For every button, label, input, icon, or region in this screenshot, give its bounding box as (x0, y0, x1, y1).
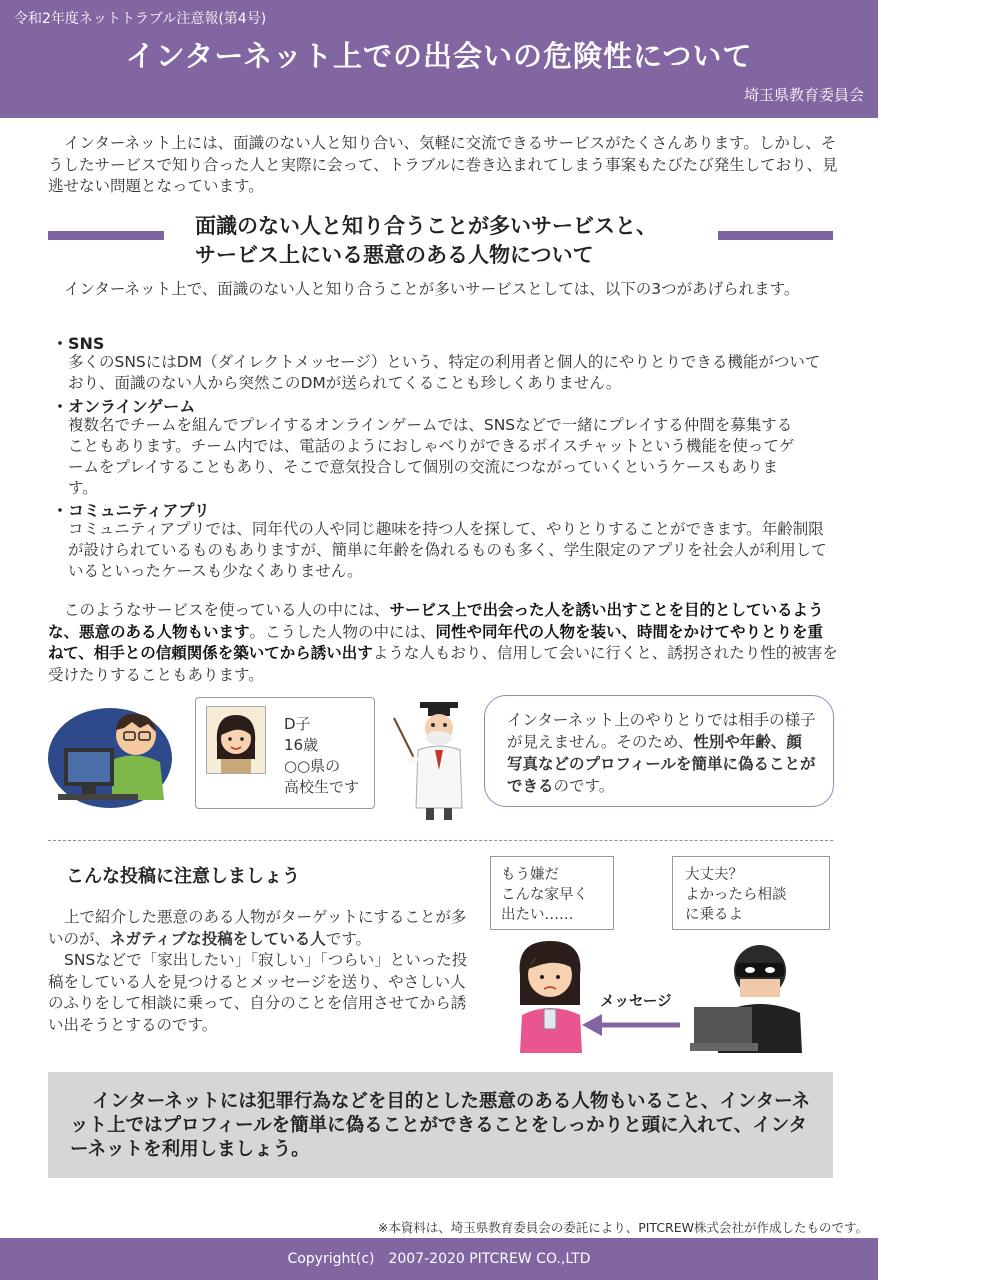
section2-title: こんな投稿に注意しましょう (66, 866, 300, 887)
bubble-text: インターネット上のやりとりでは相手の様子が見えません。そのため、性別や年齢、顔写真などのプロフィールを簡単に偽ることができるのです。 (507, 711, 816, 795)
teacher-speech-bubble (484, 695, 834, 807)
intro-paragraph: インターネット上には、面識のない人と知り合い、気軽に交流できるサービスがたくさんあります。しかし、そうしたサービスで知り合った人と実際に会って、トラブルに巻き込まれてしまう事案もたびたび発生しており、見逃せない問題となっています。 (48, 134, 838, 195)
bullet-title-community-app: ・コミュニティアプリ (52, 501, 210, 520)
profile-text (284, 714, 359, 798)
message-label: メッセージ (600, 994, 672, 1010)
profile-school: 高校生です (284, 778, 360, 796)
fake-profile-card (195, 697, 375, 809)
section-heading-text: 面識のない人と知り合うことが多いサービスと、 サービス上にいる悪意のある人物について (195, 214, 657, 267)
summary-text: インターネットには犯罪行為などを目的とした悪意のある人物もいること、インターネット上ではプロフィールを簡単に偽ることができることをしっかりと頭に入れて、インターネットを利用しましょう。 (70, 1091, 811, 1160)
profile-age: 16歳 (284, 736, 319, 754)
man-reply-box: 大丈夫？ よかったら相談 に乗るよ (672, 856, 830, 930)
profile-photo (206, 706, 266, 774)
heading-bar-left (48, 231, 164, 240)
girl-post-box: もう嫌だ こんな家早く 出たい…… (490, 856, 614, 930)
girl-avatar-icon (207, 707, 265, 773)
publisher-name: 埼玉県教育委員会 (743, 86, 864, 104)
bullet-body-community-app: コミュニティアプリでは、同年代の人や同じ趣味を持つ人を探して、やりとりすることができます。年齢制限が設けられているものもありますが、簡単に年齢を偽れるものも多く、学生限定のアプリを社会人が利用しているといったケースも少なくありません。 (68, 520, 827, 580)
heading-bar-right (718, 231, 833, 240)
negative-post-paragraph: SNSなどで「家出したい」「寂しい」「つらい」といった投稿をしている人を見つけるとメッセージを送り、やさしい人のふりをして相談に乗って、自分のことを信用させてから誘い出そうとするのです。 (48, 951, 468, 1034)
professor-illustration (390, 700, 476, 825)
credit-note: ※本資料は、埼玉県教育委員会の委託により、PITCREW株式会社が作成したものです。 (377, 1220, 868, 1235)
bullet-title-sns: ・SNS (52, 334, 105, 353)
page-title: インターネット上での出会いの危険性について (125, 39, 753, 73)
footer-copyright: Copyright(c) 2007-2020 PITCREW CO.,LTD (0, 1238, 878, 1280)
profile-name: D子 (284, 715, 311, 733)
bullet-body-online-game: 複数名でチームを組んでプレイするオンラインゲームでは、SNSなどで一緒にプレイする仲間を募集することもあります。チーム内では、電話のようにおしゃべりができるボイスチャットという機能を使ってゲームをプレイすることもあり、そこで意気投合して個別の交流につながっていくというケースもあります。 (68, 416, 795, 497)
bullet-body-sns: 多くのSNSにはDM（ダイレクトメッセージ）という、特定の利用者と個人的にやりとりできる機能がついており、面識のない人から突然このDMが送られてくることも珍しくありません。 (68, 353, 821, 392)
target-paragraph: 上で紹介した悪意のある人物がターゲットにすることが多いのが、ネガティブな投稿をしている人です。 (48, 908, 467, 948)
man-at-computer-illustration (48, 700, 198, 810)
section-divider (48, 840, 833, 841)
masked-man-illustration (690, 935, 810, 1053)
bullet-title-online-game: ・オンラインゲーム (52, 397, 196, 416)
issue-label: 令和2年度ネットトラブル注意報(第4号) (14, 11, 267, 27)
malicious-person-paragraph: このようなサービスを使っている人の中には、サービス上で出会った人を誘い出すことを目的としているような、悪意のある人物もいます。こうした人物の中には、同性や同年代の人物を装い、時間をかけてやりとりを重ねて、相手との信頼関係を築いてから誘い出すような人もおり、信用して会いに行くと、誘拐されたり性的被害を受けたりすることもあります。 (48, 601, 838, 684)
header-banner (0, 0, 878, 118)
summary-box (48, 1072, 833, 1178)
services-lead: インターネット上で、面識のない人と知り合うことが多いサービスとしては、以下の3つがあげられます。 (64, 280, 800, 298)
worried-girl-illustration (508, 935, 592, 1053)
message-arrow-icon (582, 1014, 682, 1036)
profile-prefecture: ○○県の (284, 757, 341, 775)
